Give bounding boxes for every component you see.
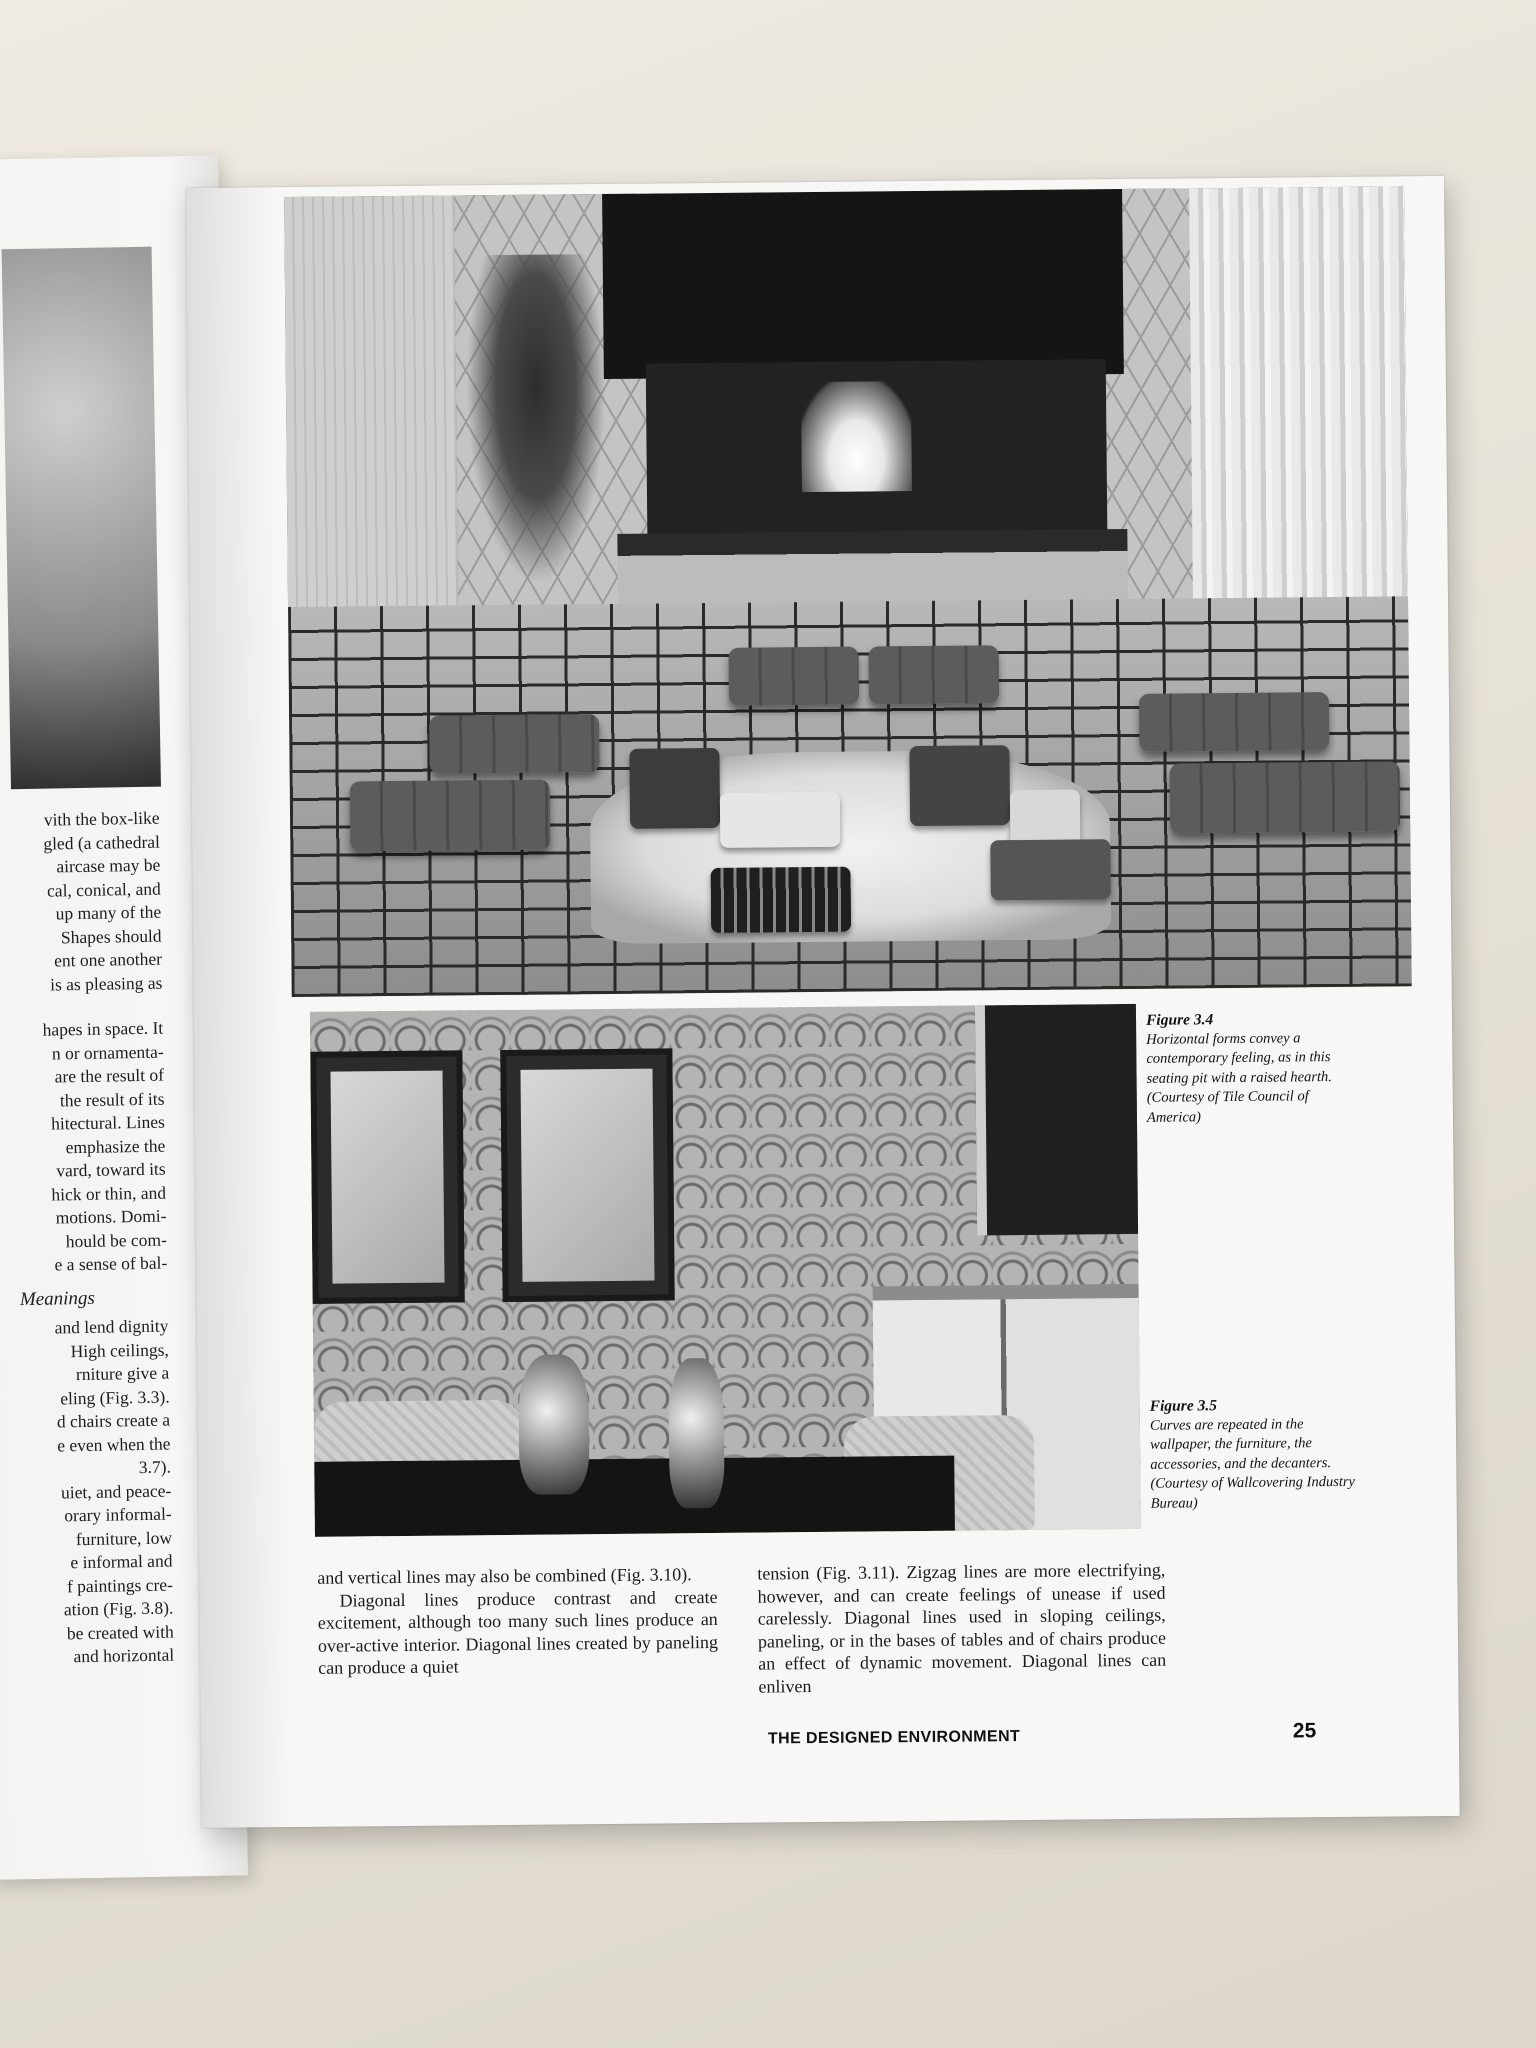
left-line: 3.7). [138, 1456, 172, 1478]
fireplace-hood [602, 189, 1124, 379]
window [975, 1004, 1141, 1236]
framed-artwork [310, 1050, 464, 1303]
left-line: hould be com- [65, 1229, 168, 1251]
potted-plant [465, 254, 608, 585]
left-line: e a sense of bal- [54, 1252, 168, 1275]
left-line: and horizontal [73, 1644, 175, 1667]
left-line: cal, conical, and [46, 878, 161, 901]
left-page-photo [2, 247, 161, 790]
left-line: aircase may be [56, 854, 161, 877]
running-head: THE DESIGNED ENVIRONMENT [767, 1728, 1021, 1748]
caption-text: Curves are repeated in the wallpaper, the furniture, the accessories, and the decanters. (Courtesy of Wallcovering Industry Bureau) [1149, 1415, 1356, 1512]
throw-pillow [711, 867, 852, 933]
gutter-shadow [186, 187, 292, 1828]
left-line: High ceilings, [70, 1339, 169, 1361]
raised-hearth [617, 529, 1128, 604]
left-line: d chairs create a [56, 1409, 171, 1432]
paragraph: Diagonal lines produce contrast and create excitement, although too many such lines produce an over-active interior. Diagonal lines created by paneling can produce a quiet [317, 1586, 719, 1678]
left-section-heading: Meanings [19, 1287, 95, 1310]
left-line: Shapes should [60, 925, 162, 947]
figure-3-5-photo [310, 1004, 1141, 1537]
paragraph: and vertical lines may also be combined (Fig. 3.10). [317, 1564, 692, 1588]
floor-cushion [1139, 692, 1330, 752]
book-page [186, 176, 1460, 1828]
left-line: eling (Fig. 3.3). [60, 1386, 170, 1408]
fire-flames [801, 381, 912, 492]
left-line: vard, toward its [56, 1158, 166, 1181]
left-line: the result of its [59, 1088, 165, 1110]
left-line: hitectural. Lines [50, 1111, 165, 1134]
floor-cushion [429, 714, 600, 774]
text-column-1 [317, 1563, 718, 1679]
caption-text: Horizontal forms convey a contemporary feeling, as in this seating pit with a raised hearth. (Courtesy of Tile Council of America) [1146, 1029, 1332, 1126]
decanter [668, 1358, 724, 1509]
figure-label: Figure 3.5 [1149, 1397, 1218, 1415]
left-line: gled (a cathedral [43, 831, 161, 854]
left-line: up many of the [55, 901, 162, 924]
left-line: is as pleasing as [49, 972, 163, 995]
left-line: rniture give a [75, 1362, 170, 1385]
throw-pillow [629, 748, 720, 829]
floor-cushion [350, 780, 551, 852]
figure-3-4-caption [1146, 1009, 1357, 1128]
throw-pillow [909, 745, 1010, 826]
page-number: 25 [1292, 1719, 1317, 1743]
floor-cushion [1170, 761, 1401, 833]
left-line: motions. Domi- [55, 1205, 167, 1228]
left-line: ent one another [53, 948, 163, 971]
left-line: furniture, low [75, 1527, 173, 1549]
left-line: hick or thin, and [51, 1182, 167, 1205]
left-line: orary informal- [64, 1503, 172, 1526]
figure-3-4-photo [284, 186, 1412, 997]
left-line: emphasize the [65, 1135, 166, 1157]
framed-artwork [500, 1048, 674, 1302]
left-line: hapes in space. It [42, 1017, 164, 1040]
left-line: ation (Fig. 3.8). [63, 1597, 174, 1620]
left-line: are the result of [54, 1064, 165, 1087]
left-line: n or ornamenta- [51, 1041, 164, 1064]
left-line: e even when the [57, 1433, 171, 1455]
floor-cushion [868, 645, 999, 704]
left-line: be created with [66, 1620, 174, 1643]
text-column-2 [757, 1559, 1166, 1698]
left-page-text [11, 807, 174, 1670]
floor-cushion [728, 647, 859, 706]
left-line: and lend dignity [54, 1315, 169, 1338]
sheer-curtain [1189, 186, 1408, 608]
throw-pillow [990, 839, 1111, 900]
glass-table [314, 1456, 955, 1537]
left-line: uiet, and peace- [60, 1480, 172, 1502]
left-line: vith the box-like [43, 807, 160, 830]
left-line: f paintings cre- [66, 1574, 174, 1596]
left-line: e informal and [70, 1550, 173, 1573]
paragraph: tension (Fig. 3.11). Zigzag lines are more electrifying, however, and can create feelings of unease if used carelessly. Diagonal lines used in sloping ceilings, paneling, or in the bases of tables and of chairs produce an effect of dynamic movement. Diagonal lines can enliven [757, 1559, 1167, 1697]
figure-3-5-caption [1150, 1395, 1361, 1514]
decanter [518, 1354, 589, 1495]
figure-label: Figure 3.4 [1145, 1011, 1214, 1029]
throw-pillow [720, 792, 841, 848]
